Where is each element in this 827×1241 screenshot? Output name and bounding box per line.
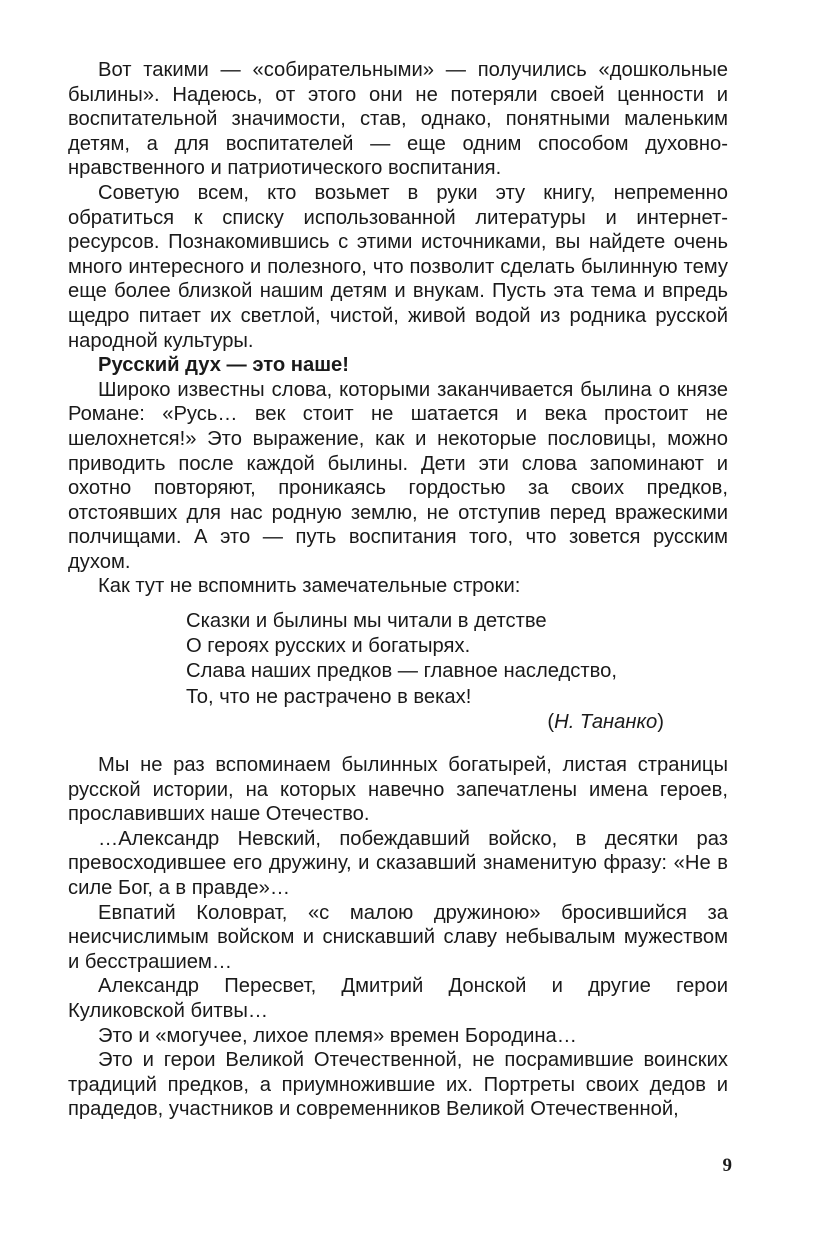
poem-line: Слава наших предков — главное наследство, bbox=[186, 660, 617, 683]
poem-line: То, что не растрачено в веках! bbox=[186, 685, 472, 708]
paragraph: …Александр Невский, побеждавший войско, в десятки раз превосходившее его дружину, и сказавший знаменитую фразу: «Не в силе Бог, а в правде»… bbox=[68, 827, 728, 900]
paragraph: Это и «могучее, лихое племя» времен Бородина… bbox=[98, 1024, 577, 1047]
poem-line: О героях русских и богатырях. bbox=[186, 635, 471, 658]
section-heading: Русский дух — это наше! bbox=[98, 354, 349, 377]
paragraph: Как тут не вспомнить замечательные строки: bbox=[98, 575, 521, 598]
poem bbox=[186, 609, 728, 735]
paragraph: Александр Пересвет, Дмитрий Донской и другие герои Куликовской битвы… bbox=[68, 975, 728, 1023]
paragraph: Вот такими — «собирательными» — получились «дошкольные былины». Надеюсь, от этого они не потеряли своей ценности и воспитательной значимости, став, однако, понятными маленьким детям, а для воспитателей — еще одним способом духовно-нравственного и патриотического воспитания. bbox=[68, 59, 728, 180]
paragraph: Это и герои Великой Отечественной, не посрамившие воинских традиций предков, а приумножившие их. Портреты своих дедов и прадедов, участников и современников Великой Отечественной, bbox=[68, 1049, 728, 1121]
paragraph: Мы не раз вспоминаем былинных богатырей, листая страницы русской истории, на которых навечно запечатлены имена героев, прославивших наше Отечество. bbox=[68, 754, 728, 826]
paren-open: ( bbox=[547, 710, 555, 733]
paragraph: Евпатий Коловрат, «с малою дружиною» бросившийся за неисчислимым войском и снискавший славу небывалым мужеством и бесстрашием… bbox=[68, 901, 728, 973]
paren-close: ) bbox=[657, 710, 664, 733]
poem-author: Н. Тананко bbox=[554, 710, 658, 733]
page-number: 9 bbox=[722, 1155, 732, 1176]
paragraph: Широко известны слова, которыми заканчивается былина о князе Романе: «Русь… век стоит не шатается и века простоит не шелохнется!» Это выражение, как и некоторые пословицы, можно приводить после каждой былины. Дети эти слова запоминают и охотно повторяют, проникаясь гордостью за своих предков, отстоявших для нас родную землю, не отступив перед вражескими полчищами. А это — путь воспитания того, что зовется русским духом. bbox=[68, 378, 728, 573]
body-text bbox=[68, 58, 728, 1122]
poem-line: Сказки и былины мы читали в детстве bbox=[186, 610, 547, 633]
paragraph: Советую всем, кто возьмет в руки эту книгу, непременно обратиться к списку использованной литературы и интернет-ресурсов. Познакомившись с этими источниками, вы найдете очень много интересного и полезного, что позволит сделать былинную тему еще более близкой нашим детям и внукам. Пусть эта тема и впредь щедро питает их светлой, чистой, живой водой из родника русской народной культуры. bbox=[68, 181, 728, 352]
poem-attribution bbox=[186, 710, 728, 735]
